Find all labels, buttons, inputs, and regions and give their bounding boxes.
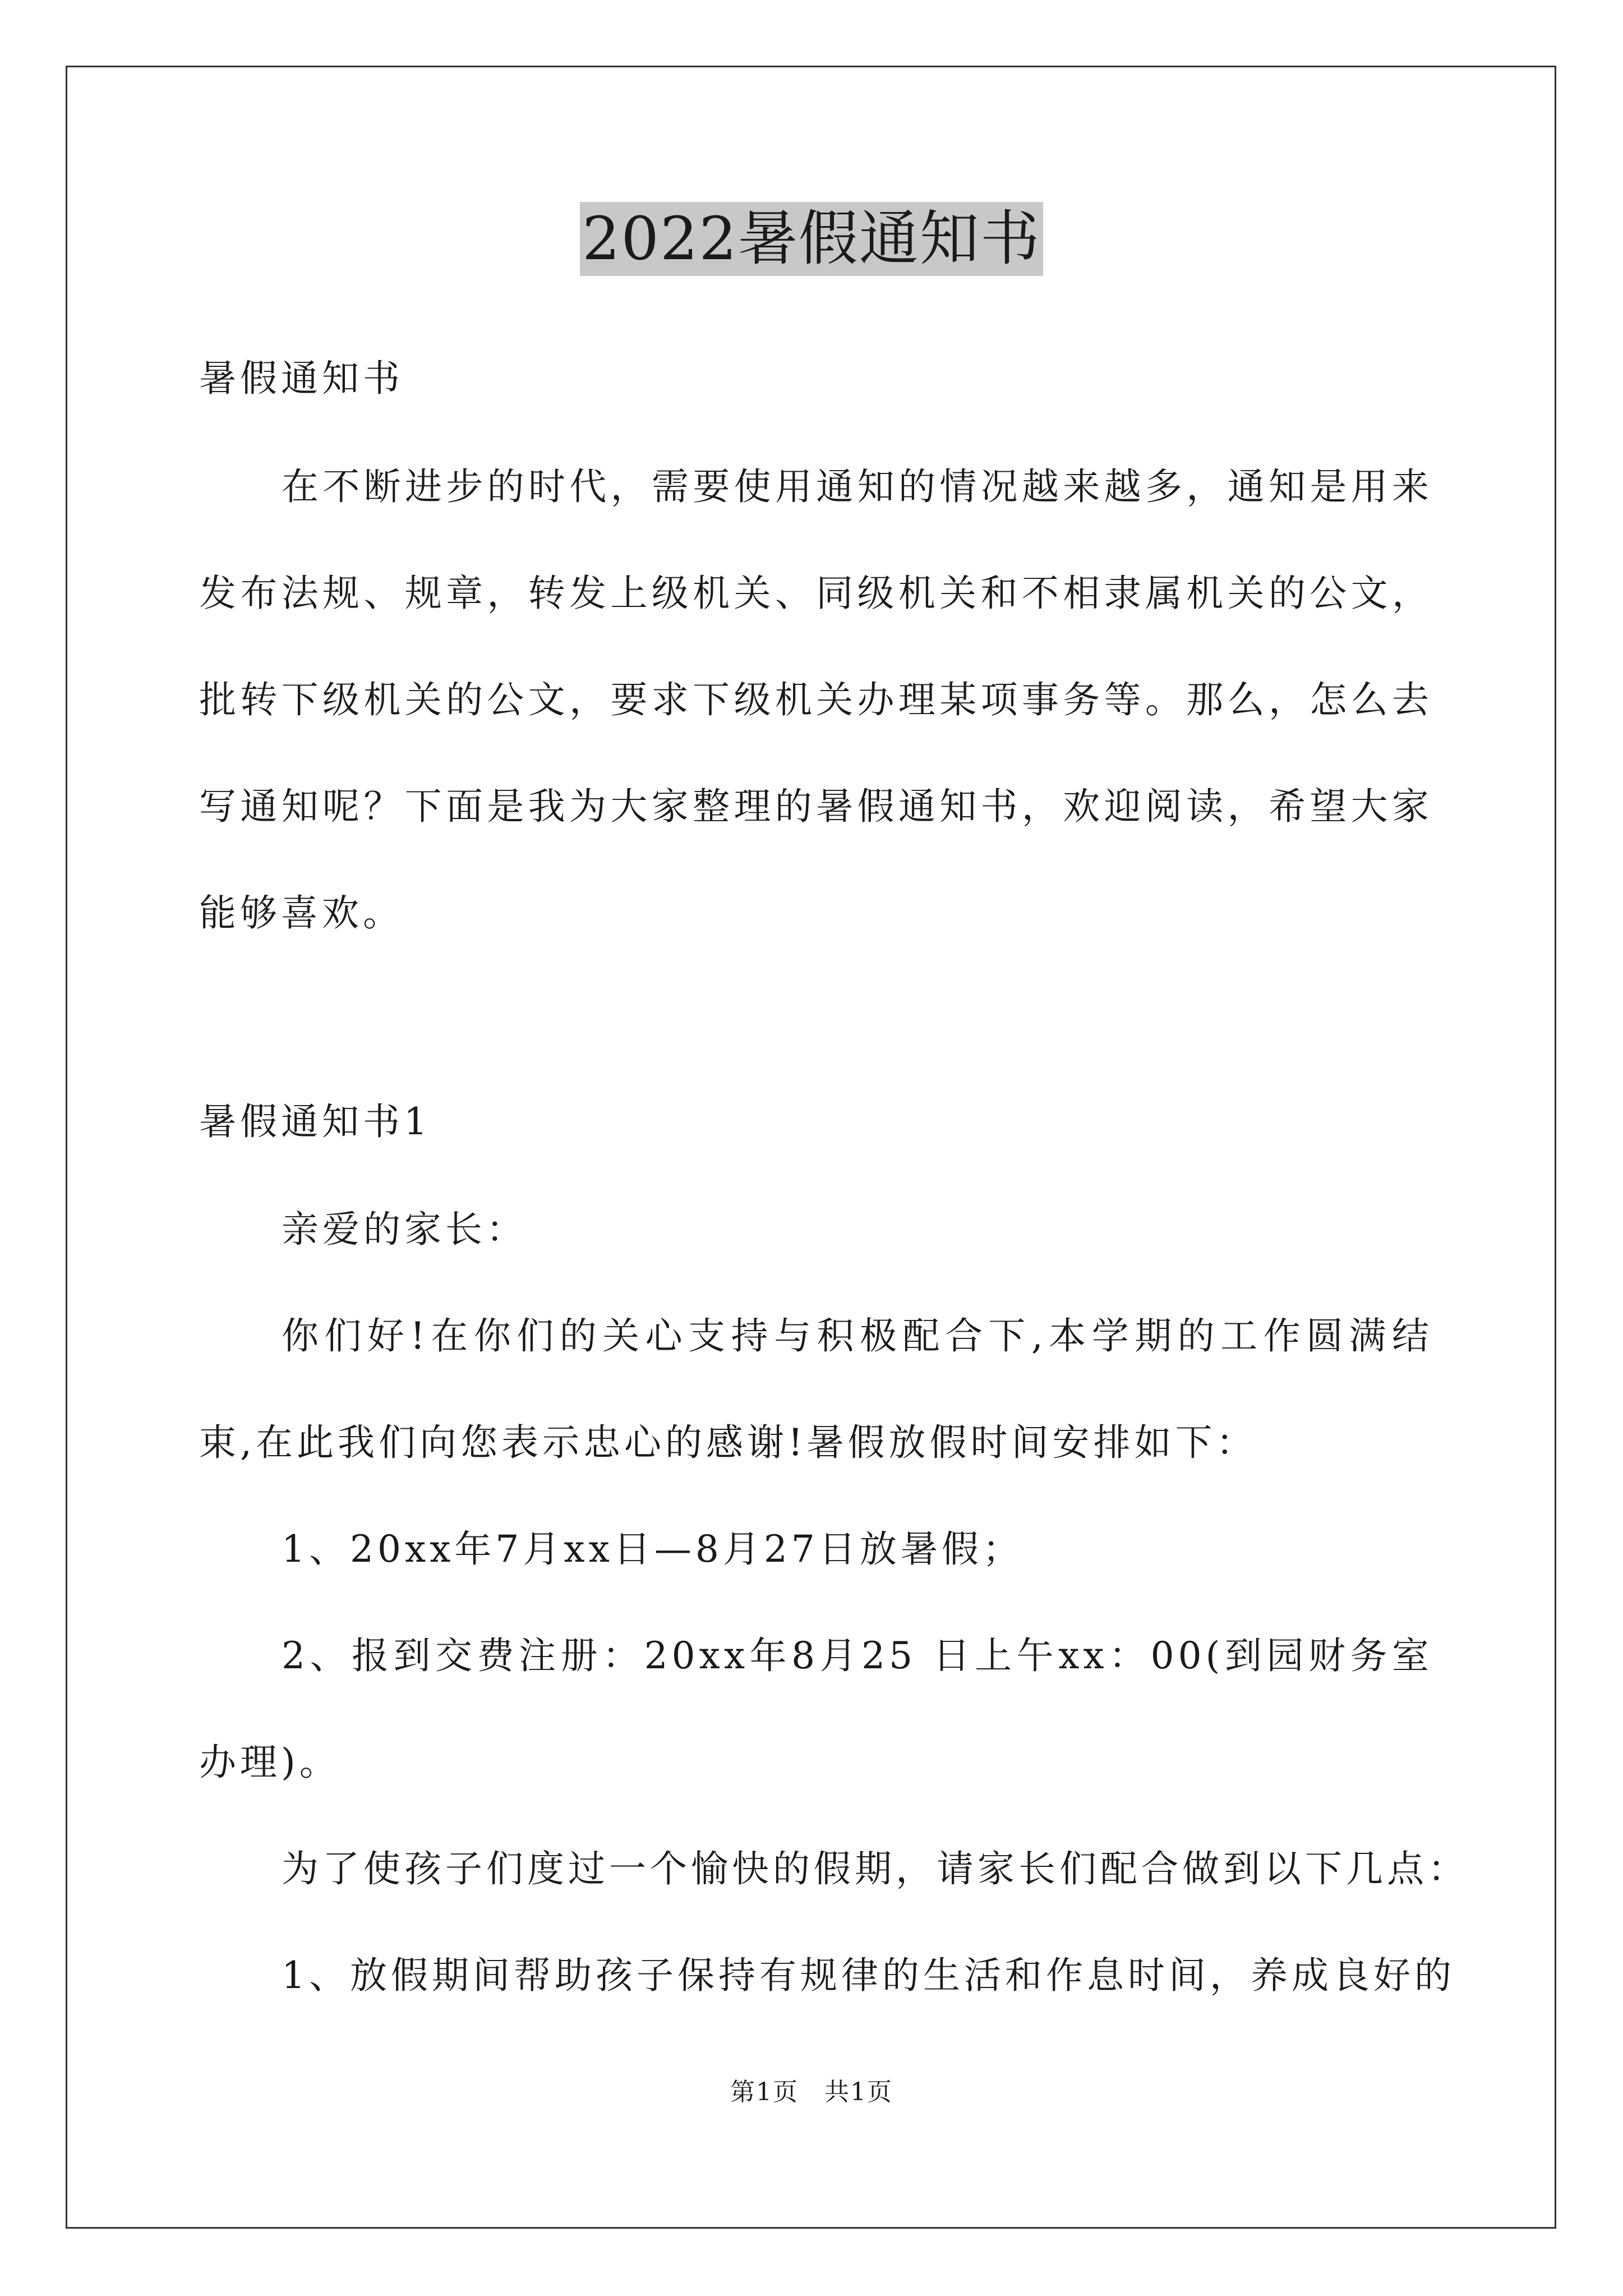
page-footer: 第1页 共1页 — [730, 2078, 893, 2106]
notice1-heading: 暑假通知书1 — [199, 1100, 431, 1143]
schedule-item-1: 1、20xx年7月xx日—8月27日放暑假； — [282, 1527, 1023, 1571]
request-paragraph: 为了使孩子们度过一个愉快的假期，请家长们配合做到以下几点： — [282, 1847, 1469, 1890]
section-heading: 暑假通知书 — [199, 357, 404, 400]
intro-paragraph: 在不断进步的时代，需要使用通知的情况越来越多，通知是用来发布法规、规章，转发上级机关、同级机关和不相隶属机关的公文，批转下级机关的公文，要求下级机关办理某项事务等。那么，怎么去写通知呢？下面是我为大家整理的暑假通知书，欢迎阅读，希望大家能够喜欢。 — [199, 465, 1433, 935]
title-container — [0, 202, 1623, 276]
salutation: 亲爱的家长： — [282, 1208, 527, 1251]
point-1: 1、放假期间帮助孩子保持有规律的生活和作息时间，养成良好的 — [282, 1954, 1455, 1997]
schedule-item-2: 2、报到交费注册：20xx年8月25 日上午xx：00(到园财务室办理)。 — [199, 1634, 1433, 1784]
document-title: 2022暑假通知书 — [580, 202, 1043, 276]
greeting-paragraph: 你们好!在你们的关心支持与积极配合下,本学期的工作圆满结束,在此我们向您表示忠心的感谢!暑假放假时间安排如下： — [199, 1314, 1433, 1464]
